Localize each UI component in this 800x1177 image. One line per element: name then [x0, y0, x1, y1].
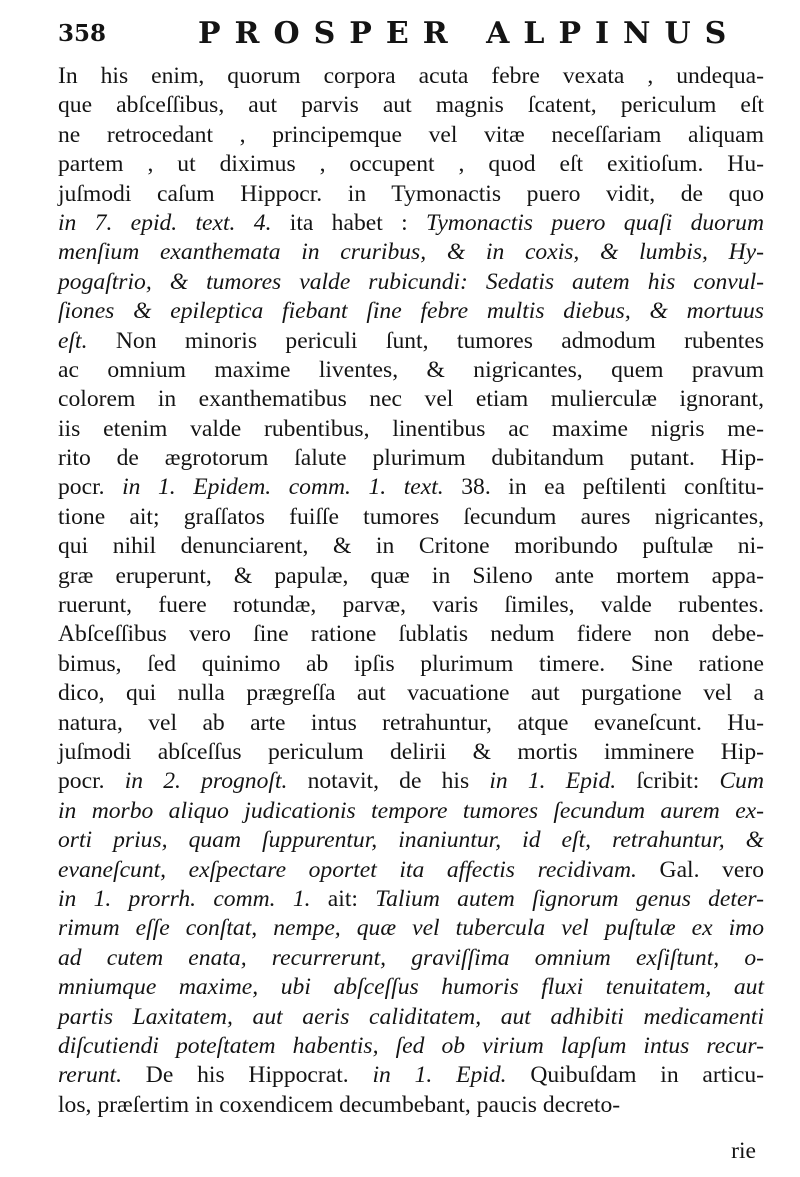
- text-segment: bimus, ſed quinimo ab ipſis plurimum timere. Sine ratione: [58, 650, 764, 677]
- italic-text: mniumque maxime, ubi abſceſſus humoris fluxi tenuitatem, aut: [58, 974, 764, 1001]
- text-segment: græ eruperunt, & papulæ, quæ in Sileno ante mortem appa-: [58, 562, 764, 589]
- text-line: [58, 709, 764, 738]
- text-segment: tione ait; graſſatos fuiſſe tumores ſecundum aures nigricantes,: [58, 503, 764, 530]
- text-line: [58, 797, 764, 826]
- italic-text: in 1. Epidem. comm. 1. text.: [122, 474, 444, 501]
- text-line: [58, 944, 764, 973]
- text-line: [58, 679, 764, 708]
- text-line: [58, 327, 764, 356]
- italic-text: menſium exanthemata in cruribus, & in coxis, & lumbis, Hy-: [58, 239, 764, 266]
- italic-text: in 1. Epid.: [489, 768, 617, 795]
- text-line: [58, 415, 764, 444]
- text-line: [58, 650, 764, 679]
- italic-text: in 2. prognoſt.: [124, 768, 288, 795]
- text-line: [58, 1003, 764, 1032]
- text-segment: ruerunt, fuere rotundæ, parvæ, varis ſimiles, valde rubentes.: [58, 592, 764, 619]
- italic-text: Tymonactis puero quaſi duorum: [425, 209, 765, 236]
- text-line: [58, 856, 764, 885]
- text-segment: ait:: [310, 885, 376, 912]
- italic-text: evaneſcunt, exſpectare oportet ita affectis recidivam.: [58, 856, 637, 883]
- italic-text: orti prius, quam ſuppurentur, inaniuntur, id eſt, retrahuntur, &: [58, 827, 764, 854]
- text-line: [58, 973, 764, 1002]
- text-line: [58, 826, 764, 855]
- italic-text: in morbo aliquo judicationis tempore tumores ſecundum aurem ex-: [58, 797, 764, 824]
- running-title: PROSPER ALPINUS: [198, 16, 741, 51]
- text-segment: Abſceſſibus vero ſine ratione ſublatis nedum fidere non debe-: [58, 621, 764, 648]
- catchword: rie: [731, 1138, 756, 1164]
- italic-text: partis Laxitatem, aut aeris caliditatem, aut adhibiti medicamenti: [58, 1003, 764, 1030]
- text-line: [58, 738, 764, 767]
- italic-text: in 1. prorrh. comm. 1.: [58, 885, 311, 912]
- body-text: [58, 62, 764, 1120]
- italic-text: ſiones & epileptica fiebant ſine febre multis diebus, & mortuus: [58, 298, 764, 325]
- text-line: [58, 150, 764, 179]
- text-line: [58, 1032, 764, 1061]
- page-number: 358: [58, 20, 107, 47]
- text-segment: que abſceſſibus, aut parvis aut magnis ſcatent, periculum eſt: [58, 92, 764, 119]
- italic-text: rimum eſſe conſtat, nempe, quæ vel tubercula vel puſtulæ ex imo: [58, 915, 764, 942]
- text-line: [58, 503, 764, 532]
- text-line: [58, 1091, 764, 1120]
- text-line: [58, 180, 764, 209]
- text-line: [58, 268, 764, 297]
- text-line: [58, 297, 764, 326]
- italic-text: ad cutem enata, recurrerunt, graviſſima omnium exſiſtunt, o-: [58, 944, 764, 971]
- text-segment: juſmodi caſum Hippocr. in Tymonactis puero vidit, de quo: [58, 180, 764, 207]
- text-segment: 38. in ea peſtilenti conſtitu-: [443, 474, 764, 501]
- text-segment: De his Hippocrat.: [122, 1062, 373, 1089]
- text-segment: los, præſertim in coxendicem decumbebant, paucis decreto-: [58, 1091, 621, 1118]
- italic-text: eſt.: [58, 327, 88, 354]
- text-line: [58, 209, 764, 238]
- text-line: [58, 385, 764, 414]
- text-segment: rito de ægrotorum ſalute plurimum dubitandum putant. Hip-: [58, 445, 764, 472]
- text-segment: partem , ut diximus , occupent , quod eſt exitioſum. Hu-: [58, 151, 764, 178]
- text-line: [58, 591, 764, 620]
- text-segment: qui nihil denunciarent, & in Critone moribundo puſtulæ ni-: [58, 533, 764, 560]
- text-line: [58, 121, 764, 150]
- text-line: [58, 356, 764, 385]
- text-line: [58, 62, 764, 91]
- text-line: [58, 532, 764, 561]
- text-segment: notavit, de his: [287, 768, 490, 795]
- text-segment: ſcribit:: [616, 768, 720, 795]
- italic-text: Talium autem ſignorum genus deter-: [375, 885, 764, 912]
- text-segment: juſmodi abſceſſus periculum delirii & mortis imminere Hip-: [58, 738, 764, 765]
- text-line: [58, 91, 764, 120]
- text-segment: iis etenim valde rubentibus, linentibus ac maxime nigris me-: [58, 415, 764, 442]
- text-segment: dico, qui nulla prægreſſa aut vacuatione aut purgatione vel a: [58, 680, 764, 707]
- text-line: [58, 1061, 764, 1090]
- text-segment: ac omnium maxime liventes, & nigricantes, quem pravum: [58, 356, 764, 383]
- text-line: [58, 444, 764, 473]
- text-line: [58, 473, 764, 502]
- italic-text: pogaſtrio, & tumores valde rubicundi: Sedatis autem his convul-: [58, 268, 764, 295]
- text-segment: ita habet :: [271, 209, 426, 236]
- text-segment: colorem in exanthematibus nec vel etiam mulierculæ ignorant,: [58, 386, 764, 413]
- text-segment: pocr.: [58, 474, 123, 501]
- page-header: [48, 14, 740, 54]
- text-segment: Quibuſdam in articu-: [506, 1062, 764, 1089]
- italic-text: in 1. Epid.: [372, 1062, 507, 1089]
- text-line: [58, 767, 764, 796]
- italic-text: diſcutiendi poteſtatem habentis, ſed ob virium lapſum intus recur-: [58, 1032, 764, 1059]
- text-line: [58, 885, 764, 914]
- italic-text: Cum: [719, 768, 765, 795]
- text-line: [58, 914, 764, 943]
- italic-text: rerunt.: [58, 1062, 123, 1089]
- text-segment: pocr.: [58, 768, 125, 795]
- text-line: [58, 238, 764, 267]
- italic-text: in 7. epid. text. 4.: [58, 209, 272, 236]
- text-segment: natura, vel ab arte intus retrahuntur, atque evaneſcunt. Hu-: [58, 709, 764, 736]
- text-segment: Gal. vero: [636, 856, 765, 883]
- text-segment: Non minoris periculi ſunt, tumores admodum rubentes: [87, 327, 764, 354]
- text-segment: ne retrocedant , principemque vel vitæ neceſſariam aliquam: [58, 121, 764, 148]
- text-line: [58, 620, 764, 649]
- text-segment: In his enim, quorum corpora acuta febre vexata , undequa-: [58, 63, 764, 89]
- text-line: [58, 562, 764, 591]
